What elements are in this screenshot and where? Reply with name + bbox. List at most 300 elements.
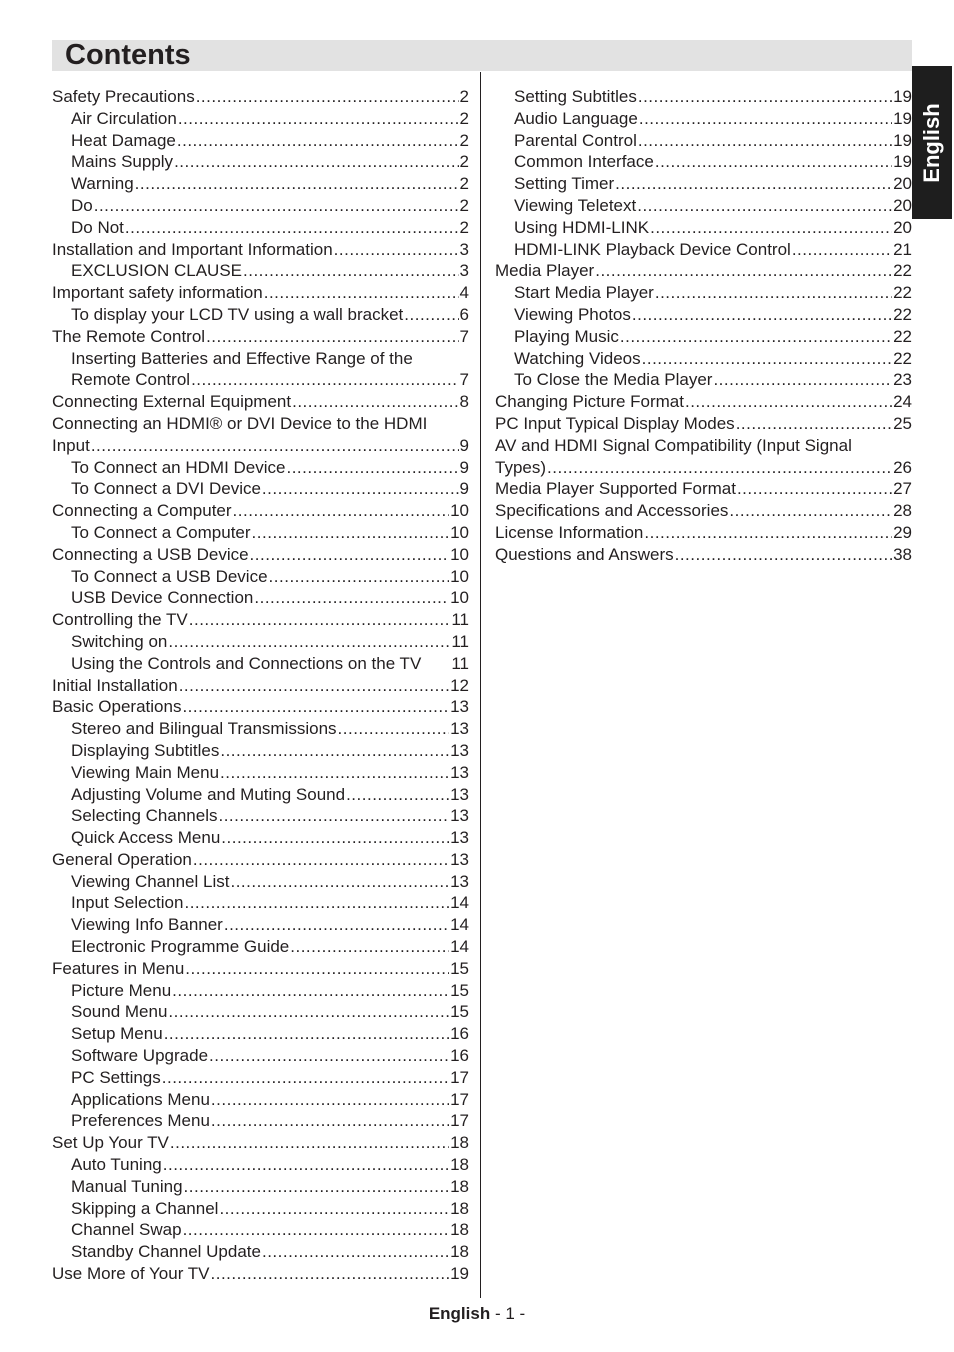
toc-entry-title: Initial Installation <box>52 675 178 695</box>
toc-leader-dots <box>211 1089 449 1111</box>
toc-entry-page: 2 <box>459 130 469 150</box>
toc-entry-title: Manual Tuning <box>71 1176 183 1196</box>
toc-entry[interactable] <box>52 173 469 195</box>
toc-entry[interactable] <box>52 413 469 435</box>
column-divider <box>480 72 481 1298</box>
toc-entry-title: AV and HDMI Signal Compatibility (Input Signal <box>495 435 852 455</box>
toc-entry-page: 22 <box>893 261 912 281</box>
toc-entry-page: 12 <box>450 675 469 695</box>
toc-leader-dots <box>168 1001 449 1023</box>
toc-leader-dots <box>286 457 458 479</box>
toc-leader-dots <box>404 304 458 326</box>
toc-entry-title: Start Media Player <box>514 283 654 303</box>
toc-entry-title: Warning <box>71 174 134 194</box>
toc-entry-title: Connecting a USB Device <box>52 544 249 564</box>
toc-entry-title: To Connect an HDMI Device <box>71 457 286 477</box>
toc-leader-dots <box>233 500 450 522</box>
toc-entry-page: 13 <box>450 719 469 739</box>
toc-leader-dots <box>292 391 458 413</box>
toc-entry-title: Viewing Channel List <box>71 871 230 891</box>
toc-entry-title: HDMI-LINK Playback Device Control <box>514 239 791 259</box>
toc-entry-title: Software Upgrade <box>71 1046 209 1066</box>
toc-leader-dots <box>254 587 449 609</box>
toc-entry-page: 13 <box>450 762 469 782</box>
toc-entry[interactable] <box>495 282 912 304</box>
toc-entry[interactable] <box>495 500 912 522</box>
toc-entry[interactable] <box>52 1110 469 1132</box>
toc-entry-page: 7 <box>459 326 469 346</box>
toc-entry-title: Selecting Channels <box>71 806 218 826</box>
toc-entry-title: To display your LCD TV using a wall bracket <box>71 304 404 324</box>
toc-leader-dots <box>179 675 449 697</box>
toc-entry-title: Playing Music <box>514 326 619 346</box>
toc-entry-page: 10 <box>450 544 469 564</box>
toc-leader-dots <box>642 348 892 370</box>
toc-entry-page: 13 <box>450 740 469 760</box>
toc-entry-title: Common Interface <box>514 152 654 172</box>
toc-right-column <box>495 86 912 566</box>
toc-entry[interactable] <box>495 522 912 544</box>
toc-leader-dots <box>206 326 458 348</box>
toc-entry[interactable] <box>52 980 469 1002</box>
toc-entry[interactable] <box>495 544 912 566</box>
toc-entry-title: Important safety information <box>52 283 263 303</box>
toc-entry[interactable] <box>495 86 912 108</box>
toc-entry-page: 2 <box>459 195 469 215</box>
toc-entry-title: Quick Access Menu <box>71 828 221 848</box>
toc-entry-title: Auto Tuning <box>71 1155 162 1175</box>
toc-leader-dots <box>221 827 449 849</box>
toc-entry-title: Viewing Main Menu <box>71 762 220 782</box>
toc-entry[interactable] <box>52 239 469 261</box>
toc-entry-title: Adjusting Volume and Muting Sound <box>71 784 346 804</box>
toc-entry-page: 20 <box>893 195 912 215</box>
toc-entry-page: 3 <box>459 261 469 281</box>
toc-leader-dots <box>209 1045 449 1067</box>
toc-entry-title: Features in Menu <box>52 958 185 978</box>
toc-entry-title: Specifications and Accessories <box>495 501 729 521</box>
toc-entry-title: Media Player Supported Format <box>495 479 736 499</box>
toc-entry[interactable] <box>495 108 912 130</box>
toc-leader-dots <box>164 1023 449 1045</box>
toc-leader-dots <box>220 762 449 784</box>
toc-entry-page: 15 <box>450 980 469 1000</box>
toc-leader-dots <box>162 1067 449 1089</box>
toc-entry-page: 13 <box>450 849 469 869</box>
toc-entry-title: Changing Picture Format <box>495 392 684 412</box>
toc-entry-title: Types) <box>495 457 547 477</box>
toc-entry[interactable] <box>52 151 469 173</box>
toc-leader-dots <box>346 784 449 806</box>
toc-entry-page: 19 <box>893 152 912 172</box>
toc-entry-page: 11 <box>451 653 469 673</box>
toc-entry-title: License Information <box>495 522 644 542</box>
toc-entry-title: Displaying Subtitles <box>71 740 220 760</box>
toc-entry-page: 13 <box>450 806 469 826</box>
toc-entry-title: Safety Precautions <box>52 87 195 106</box>
toc-entry-page: 21 <box>893 239 912 259</box>
toc-entry-page: 3 <box>459 239 469 259</box>
toc-entry-page: 10 <box>450 522 469 542</box>
toc-entry[interactable] <box>52 1089 469 1111</box>
toc-entry-page: 16 <box>450 1046 469 1066</box>
toc-entry[interactable] <box>52 675 469 697</box>
toc-entry-title: Viewing Info Banner <box>71 915 223 935</box>
toc-entry[interactable] <box>52 457 469 479</box>
toc-entry[interactable] <box>495 151 912 173</box>
toc-entry-title: Air Circulation <box>71 108 177 128</box>
footer-page-number: - 1 - <box>494 1304 526 1323</box>
toc-entry-page: 14 <box>450 893 469 913</box>
toc-leader-dots <box>638 130 892 152</box>
toc-entry[interactable] <box>52 1023 469 1045</box>
toc-entry-title: Heat Damage <box>71 130 176 150</box>
toc-entry[interactable] <box>52 282 469 304</box>
toc-entry[interactable] <box>52 217 469 239</box>
toc-leader-dots <box>620 326 892 348</box>
toc-leader-dots <box>290 936 449 958</box>
toc-entry[interactable] <box>495 457 912 479</box>
toc-entry-title: Electronic Programme Guide <box>71 937 290 957</box>
toc-entry-page: 22 <box>893 304 912 324</box>
toc-entry-page: 17 <box>450 1067 469 1087</box>
toc-entry-title: Mains Supply <box>71 152 174 172</box>
toc-entry[interactable] <box>495 239 912 261</box>
toc-entry-page: 26 <box>893 457 912 477</box>
toc-entry-page: 10 <box>450 588 469 608</box>
toc-entry-title: EXCLUSION CLAUSE <box>71 261 242 281</box>
toc-entry-title: Basic Operations <box>52 697 182 717</box>
toc-leader-dots <box>615 173 892 195</box>
toc-entry-title: Setting Timer <box>514 174 615 194</box>
toc-leader-dots <box>178 108 459 130</box>
toc-entry-page: 19 <box>893 108 912 128</box>
toc-leader-dots <box>224 914 449 936</box>
toc-entry-page: 18 <box>450 1155 469 1175</box>
toc-leader-dots <box>252 522 450 544</box>
toc-leader-dots <box>184 892 449 914</box>
language-tab-label: English <box>919 102 944 183</box>
toc-entry[interactable] <box>52 958 469 980</box>
toc-entry-page: 2 <box>459 217 469 237</box>
toc-entry[interactable] <box>495 304 912 326</box>
toc-leader-dots <box>269 566 450 588</box>
toc-entry-title: Applications Menu <box>71 1089 210 1109</box>
toc-entry[interactable] <box>52 631 469 653</box>
toc-entry[interactable] <box>495 260 912 282</box>
toc-leader-dots <box>632 304 892 326</box>
toc-leader-dots <box>196 86 459 108</box>
toc-entry[interactable] <box>52 849 469 871</box>
toc-entry-title: Skipping a Channel <box>71 1198 219 1218</box>
toc-leader-dots <box>639 108 892 130</box>
toc-entry-title: Stereo and Bilingual Transmissions <box>71 719 337 739</box>
toc-entry-title: Input <box>52 435 90 455</box>
toc-entry[interactable] <box>52 522 469 544</box>
toc-entry[interactable] <box>52 86 469 108</box>
toc-entry-title: Installation and Important Information <box>52 239 333 259</box>
toc-entry[interactable] <box>52 609 469 631</box>
toc-entry-page: 15 <box>450 958 469 978</box>
toc-leader-dots <box>177 130 459 152</box>
toc-leader-dots <box>637 195 892 217</box>
toc-entry[interactable] <box>52 195 469 217</box>
toc-leader-dots <box>125 217 459 239</box>
toc-entry-title: Channel Swap <box>71 1220 182 1240</box>
toc-entry[interactable] <box>52 1154 469 1176</box>
toc-leader-dots <box>262 1241 449 1263</box>
toc-entry-title: Parental Control <box>514 130 637 150</box>
toc-entry-page: 17 <box>450 1111 469 1131</box>
toc-entry[interactable] <box>52 1263 469 1285</box>
toc-entry-title: Do <box>71 195 93 215</box>
toc-entry[interactable] <box>495 391 912 413</box>
toc-entry-title: Switching on <box>71 631 168 651</box>
toc-entry-page: 2 <box>459 87 469 106</box>
toc-entry-title: Connecting a Computer <box>52 501 232 521</box>
toc-entry-page: 18 <box>450 1242 469 1262</box>
toc-entry-title: Picture Menu <box>71 980 172 1000</box>
toc-entry-title: Use More of Your TV <box>52 1264 210 1284</box>
toc-entry-title: Input Selection <box>71 893 184 913</box>
toc-entry-page: 6 <box>459 304 469 324</box>
toc-entry-title: Controlling the TV <box>52 610 188 630</box>
toc-entry-title: Inserting Batteries and Effective Range of the <box>71 348 413 368</box>
toc-entry-page: 13 <box>450 697 469 717</box>
toc-entry[interactable] <box>52 718 469 740</box>
toc-leader-dots <box>262 478 459 500</box>
toc-entry-title: Standby Channel Update <box>71 1242 261 1262</box>
toc-entry[interactable] <box>52 500 469 522</box>
toc-entry-page: 27 <box>893 479 912 499</box>
toc-leader-dots <box>792 239 892 261</box>
toc-entry[interactable] <box>52 1198 469 1220</box>
toc-entry-title: PC Settings <box>71 1067 161 1087</box>
toc-entry[interactable] <box>52 871 469 893</box>
toc-entry-page: 18 <box>450 1198 469 1218</box>
toc-entry[interactable] <box>495 478 912 500</box>
toc-entry-page: 24 <box>893 392 912 412</box>
toc-entry-page: 19 <box>450 1264 469 1284</box>
toc-entry-title: Do Not <box>71 217 124 237</box>
toc-leader-dots <box>189 609 451 631</box>
toc-entry-title: To Connect a USB Device <box>71 566 268 586</box>
toc-entry[interactable] <box>52 369 469 391</box>
toc-entry-page: 17 <box>450 1089 469 1109</box>
toc-leader-dots <box>685 391 892 413</box>
language-tab <box>912 66 952 219</box>
toc-leader-dots <box>219 1198 449 1220</box>
toc-leader-dots <box>334 239 459 261</box>
toc-leader-dots <box>163 1154 449 1176</box>
toc-entry[interactable] <box>52 478 469 500</box>
toc-entry[interactable] <box>52 784 469 806</box>
toc-entry[interactable] <box>52 1241 469 1263</box>
toc-entry[interactable] <box>52 696 469 718</box>
toc-entry-page: 23 <box>893 370 912 390</box>
toc-entry[interactable] <box>52 1067 469 1089</box>
toc-entry-page: 9 <box>459 435 469 455</box>
toc-leader-dots <box>184 1176 450 1198</box>
title-bar <box>52 40 912 71</box>
toc-left-column <box>52 86 469 1285</box>
toc-entry-page: 15 <box>450 1002 469 1022</box>
toc-entry-title: PC Input Typical Display Modes <box>495 413 735 433</box>
toc-entry-page: 25 <box>893 413 912 433</box>
toc-entry-title: Set Up Your TV <box>52 1133 169 1153</box>
toc-leader-dots <box>182 696 449 718</box>
toc-entry[interactable] <box>495 326 912 348</box>
toc-entry[interactable] <box>52 108 469 130</box>
toc-entry-page: 14 <box>450 937 469 957</box>
toc-entry[interactable] <box>52 587 469 609</box>
toc-entry[interactable] <box>52 1132 469 1154</box>
toc-entry[interactable] <box>495 435 912 457</box>
toc-leader-dots <box>220 740 449 762</box>
toc-leader-dots <box>211 1110 449 1132</box>
toc-entry[interactable] <box>495 413 912 435</box>
toc-leader-dots <box>338 718 450 740</box>
toc-leader-dots <box>250 544 450 566</box>
toc-entry-page: 2 <box>459 108 469 128</box>
toc-entry-page: 10 <box>450 501 469 521</box>
toc-leader-dots <box>91 435 459 457</box>
toc-entry-page: 4 <box>459 283 469 303</box>
toc-leader-dots <box>211 1263 450 1285</box>
toc-entry-title: The Remote Control <box>52 326 206 346</box>
toc-leader-dots <box>736 413 892 435</box>
toc-leader-dots <box>737 478 892 500</box>
toc-entry[interactable] <box>495 173 912 195</box>
toc-entry[interactable] <box>52 762 469 784</box>
toc-leader-dots <box>94 195 459 217</box>
toc-entry[interactable] <box>495 217 912 239</box>
toc-entry-title: Setup Menu <box>71 1024 163 1044</box>
toc-entry-page: 20 <box>893 174 912 194</box>
toc-entry-title: To Close the Media Player <box>514 370 713 390</box>
toc-entry[interactable] <box>52 1001 469 1023</box>
toc-leader-dots <box>183 1219 450 1241</box>
toc-entry-title: Audio Language <box>514 108 638 128</box>
toc-leader-dots <box>170 1132 449 1154</box>
toc-entry-page: 20 <box>893 217 912 237</box>
toc-leader-dots <box>191 369 458 391</box>
toc-leader-dots <box>193 849 449 871</box>
toc-entry-title: Preferences Menu <box>71 1111 210 1131</box>
toc-entry-page: 29 <box>893 522 912 542</box>
toc-entry[interactable] <box>495 348 912 370</box>
toc-leader-dots <box>655 151 892 173</box>
toc-entry-page: 8 <box>459 392 469 412</box>
toc-entry[interactable] <box>52 544 469 566</box>
toc-entry-page: 13 <box>450 828 469 848</box>
toc-entry-title: Viewing Teletext <box>514 195 637 215</box>
toc-entry[interactable] <box>52 827 469 849</box>
toc-entry-title: Media Player <box>495 261 595 281</box>
toc-leader-dots <box>218 805 449 827</box>
toc-entry[interactable] <box>52 936 469 958</box>
toc-entry-title: To Connect a Computer <box>71 522 251 542</box>
toc-entry[interactable] <box>52 566 469 588</box>
toc-entry[interactable] <box>52 1176 469 1198</box>
toc-leader-dots <box>655 282 892 304</box>
toc-entry[interactable] <box>495 369 912 391</box>
toc-entry-page: 38 <box>893 544 912 564</box>
toc-entry[interactable] <box>495 195 912 217</box>
toc-entry-title: Setting Subtitles <box>514 87 637 106</box>
toc-entry-page: 13 <box>450 871 469 891</box>
toc-entry-page: 22 <box>893 283 912 303</box>
toc-leader-dots <box>644 522 892 544</box>
toc-leader-dots <box>547 457 892 479</box>
toc-entry[interactable] <box>52 653 469 675</box>
toc-entry-page: 22 <box>893 326 912 346</box>
toc-entry[interactable] <box>52 1045 469 1067</box>
toc-entry-title: General Operation <box>52 849 192 869</box>
toc-entry-page: 7 <box>459 370 469 390</box>
toc-entry[interactable] <box>52 130 469 152</box>
toc-entry-page: 18 <box>450 1133 469 1153</box>
toc-leader-dots <box>135 173 459 195</box>
toc-entry[interactable] <box>52 435 469 457</box>
toc-entry-title: Using the Controls and Connections on the TV <box>71 653 422 673</box>
toc-entry-title: Watching Videos <box>514 348 641 368</box>
toc-entry-title: Questions and Answers <box>495 544 674 564</box>
toc-entry-title: Using HDMI-LINK <box>514 217 650 237</box>
toc-entry[interactable] <box>52 304 469 326</box>
toc-leader-dots <box>595 260 892 282</box>
toc-entry-title: Connecting an HDMI® or DVI Device to the HDMI <box>52 413 428 433</box>
toc-entry[interactable] <box>52 348 469 370</box>
toc-entry-page: 9 <box>459 457 469 477</box>
footer-language: English <box>428 1304 491 1323</box>
toc-entry[interactable] <box>52 892 469 914</box>
toc-entry[interactable] <box>52 740 469 762</box>
toc-entry-page: 18 <box>450 1220 469 1240</box>
toc-leader-dots <box>713 369 892 391</box>
toc-leader-dots <box>675 544 892 566</box>
toc-entry-title: To Connect a DVI Device <box>71 479 261 499</box>
toc-entry-page: 13 <box>450 784 469 804</box>
toc-leader-dots <box>172 980 449 1002</box>
toc-entry-title: USB Device Connection <box>71 588 254 608</box>
toc-entry[interactable] <box>52 326 469 348</box>
toc-entry-page: 18 <box>450 1176 469 1196</box>
toc-entry-page: 11 <box>451 631 469 651</box>
toc-entry-page: 14 <box>450 915 469 935</box>
toc-entry[interactable] <box>52 1219 469 1241</box>
page-title: Contents <box>65 39 191 71</box>
toc-entry-page: 2 <box>459 174 469 194</box>
toc-entry-page: 19 <box>893 130 912 150</box>
toc-leader-dots <box>168 631 450 653</box>
toc-entry-page: 11 <box>451 610 469 630</box>
toc-entry[interactable] <box>52 260 469 282</box>
toc-entry-title: Viewing Photos <box>514 304 631 324</box>
toc-entry-page: 28 <box>893 501 912 521</box>
toc-entry[interactable] <box>52 914 469 936</box>
toc-entry[interactable] <box>495 130 912 152</box>
toc-entry[interactable] <box>52 805 469 827</box>
toc-entry-title: Remote Control <box>71 370 191 390</box>
toc-entry-page: 10 <box>450 566 469 586</box>
toc-entry-page: 9 <box>459 479 469 499</box>
toc-leader-dots <box>650 217 892 239</box>
toc-entry[interactable] <box>52 391 469 413</box>
toc-entry-page: 16 <box>450 1024 469 1044</box>
toc-leader-dots <box>638 86 892 108</box>
toc-entry-page: 22 <box>893 348 912 368</box>
